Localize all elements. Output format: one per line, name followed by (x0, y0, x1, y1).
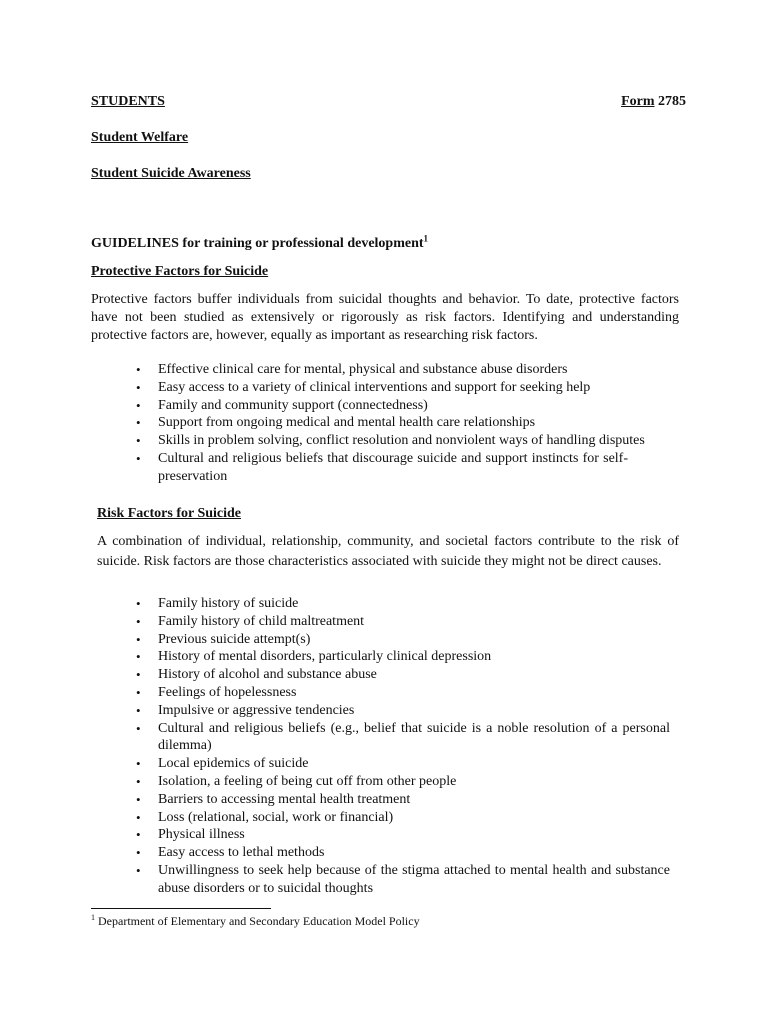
list-item: • Effective clinical care for mental, physical and substance abuse disorders (136, 361, 683, 379)
list-item: • Barriers to accessing mental health treatment (136, 791, 670, 809)
list-item: • Isolation, a feeling of being cut off from other people (136, 773, 670, 791)
list-item: • Feelings of hopelessness (136, 684, 670, 702)
page-header (91, 94, 686, 110)
list-item: • History of mental disorders, particularly clinical depression (136, 648, 670, 666)
list-item: • Previous suicide attempt(s) (136, 631, 670, 649)
list-item: • Impulsive or aggressive tendencies (136, 702, 670, 720)
list-item: • Local epidemics of suicide (136, 755, 670, 773)
footnote-reference: 1 (423, 233, 429, 244)
list-item: • Unwillingness to seek help because of the stigma attached to mental health and substance abuse disorders or to suicidal thoughts (136, 862, 670, 898)
footnote-text: Department of Elementary and Secondary Education Model Policy (98, 914, 420, 928)
form-label (621, 94, 686, 110)
list-item: • Loss (relational, social, work or financial) (136, 809, 670, 827)
list-item: • Physical illness (136, 826, 670, 844)
section-title: Student Welfare (91, 130, 189, 145)
list-item: • Family history of child maltreatment (136, 613, 670, 631)
form-word: Form (621, 94, 655, 109)
footnote-mark: 1 (91, 913, 95, 922)
protective-intro: Protective factors buffer individuals from suicidal thoughts and behavior. To date, protective factors have not been studied as extensively or rigorously as risk factors. Identifying and understanding protective factors are, however, equally as important as researching risk factors. (91, 292, 679, 343)
guidelines-text: GUIDELINES for training or professional development (91, 236, 424, 251)
list-item: • Support from ongoing medical and mental health care relationships (136, 414, 683, 432)
list-item: • Skills in problem solving, conflict resolution and nonviolent ways of handling disputes (136, 432, 683, 450)
risk-heading: Risk Factors for Suicide (97, 506, 242, 521)
list-item: • History of alcohol and substance abuse (136, 666, 670, 684)
list-item: • Easy access to lethal methods (136, 844, 670, 862)
footnote-divider (91, 908, 271, 909)
list-item: • Easy access to a variety of clinical interventions and support for seeking help (136, 379, 683, 397)
form-number: 2785 (658, 94, 686, 109)
guidelines-heading (91, 233, 429, 252)
list-item: • Cultural and religious beliefs (e.g., belief that suicide is a noble resolution of a personal dilemma) (136, 720, 670, 756)
list-item: • Cultural and religious beliefs that discourage suicide and support instincts for self- preservation (136, 450, 628, 486)
list-item: • Family history of suicide (136, 595, 670, 613)
protective-heading: Protective Factors for Suicide (91, 264, 269, 279)
list-item: • Family and community support (connectedness) (136, 397, 683, 415)
risk-factors-list (136, 595, 670, 898)
protective-factors-list (136, 361, 683, 486)
risk-intro: A combination of individual, relationship, community, and societal factors contribute to the risk of suicide. Risk factors are those characteristics associated with suicide they might not be direct causes. (97, 534, 679, 569)
policy-title: Student Suicide Awareness (91, 166, 251, 181)
footnote (91, 914, 420, 929)
header-students: STUDENTS (91, 94, 165, 109)
